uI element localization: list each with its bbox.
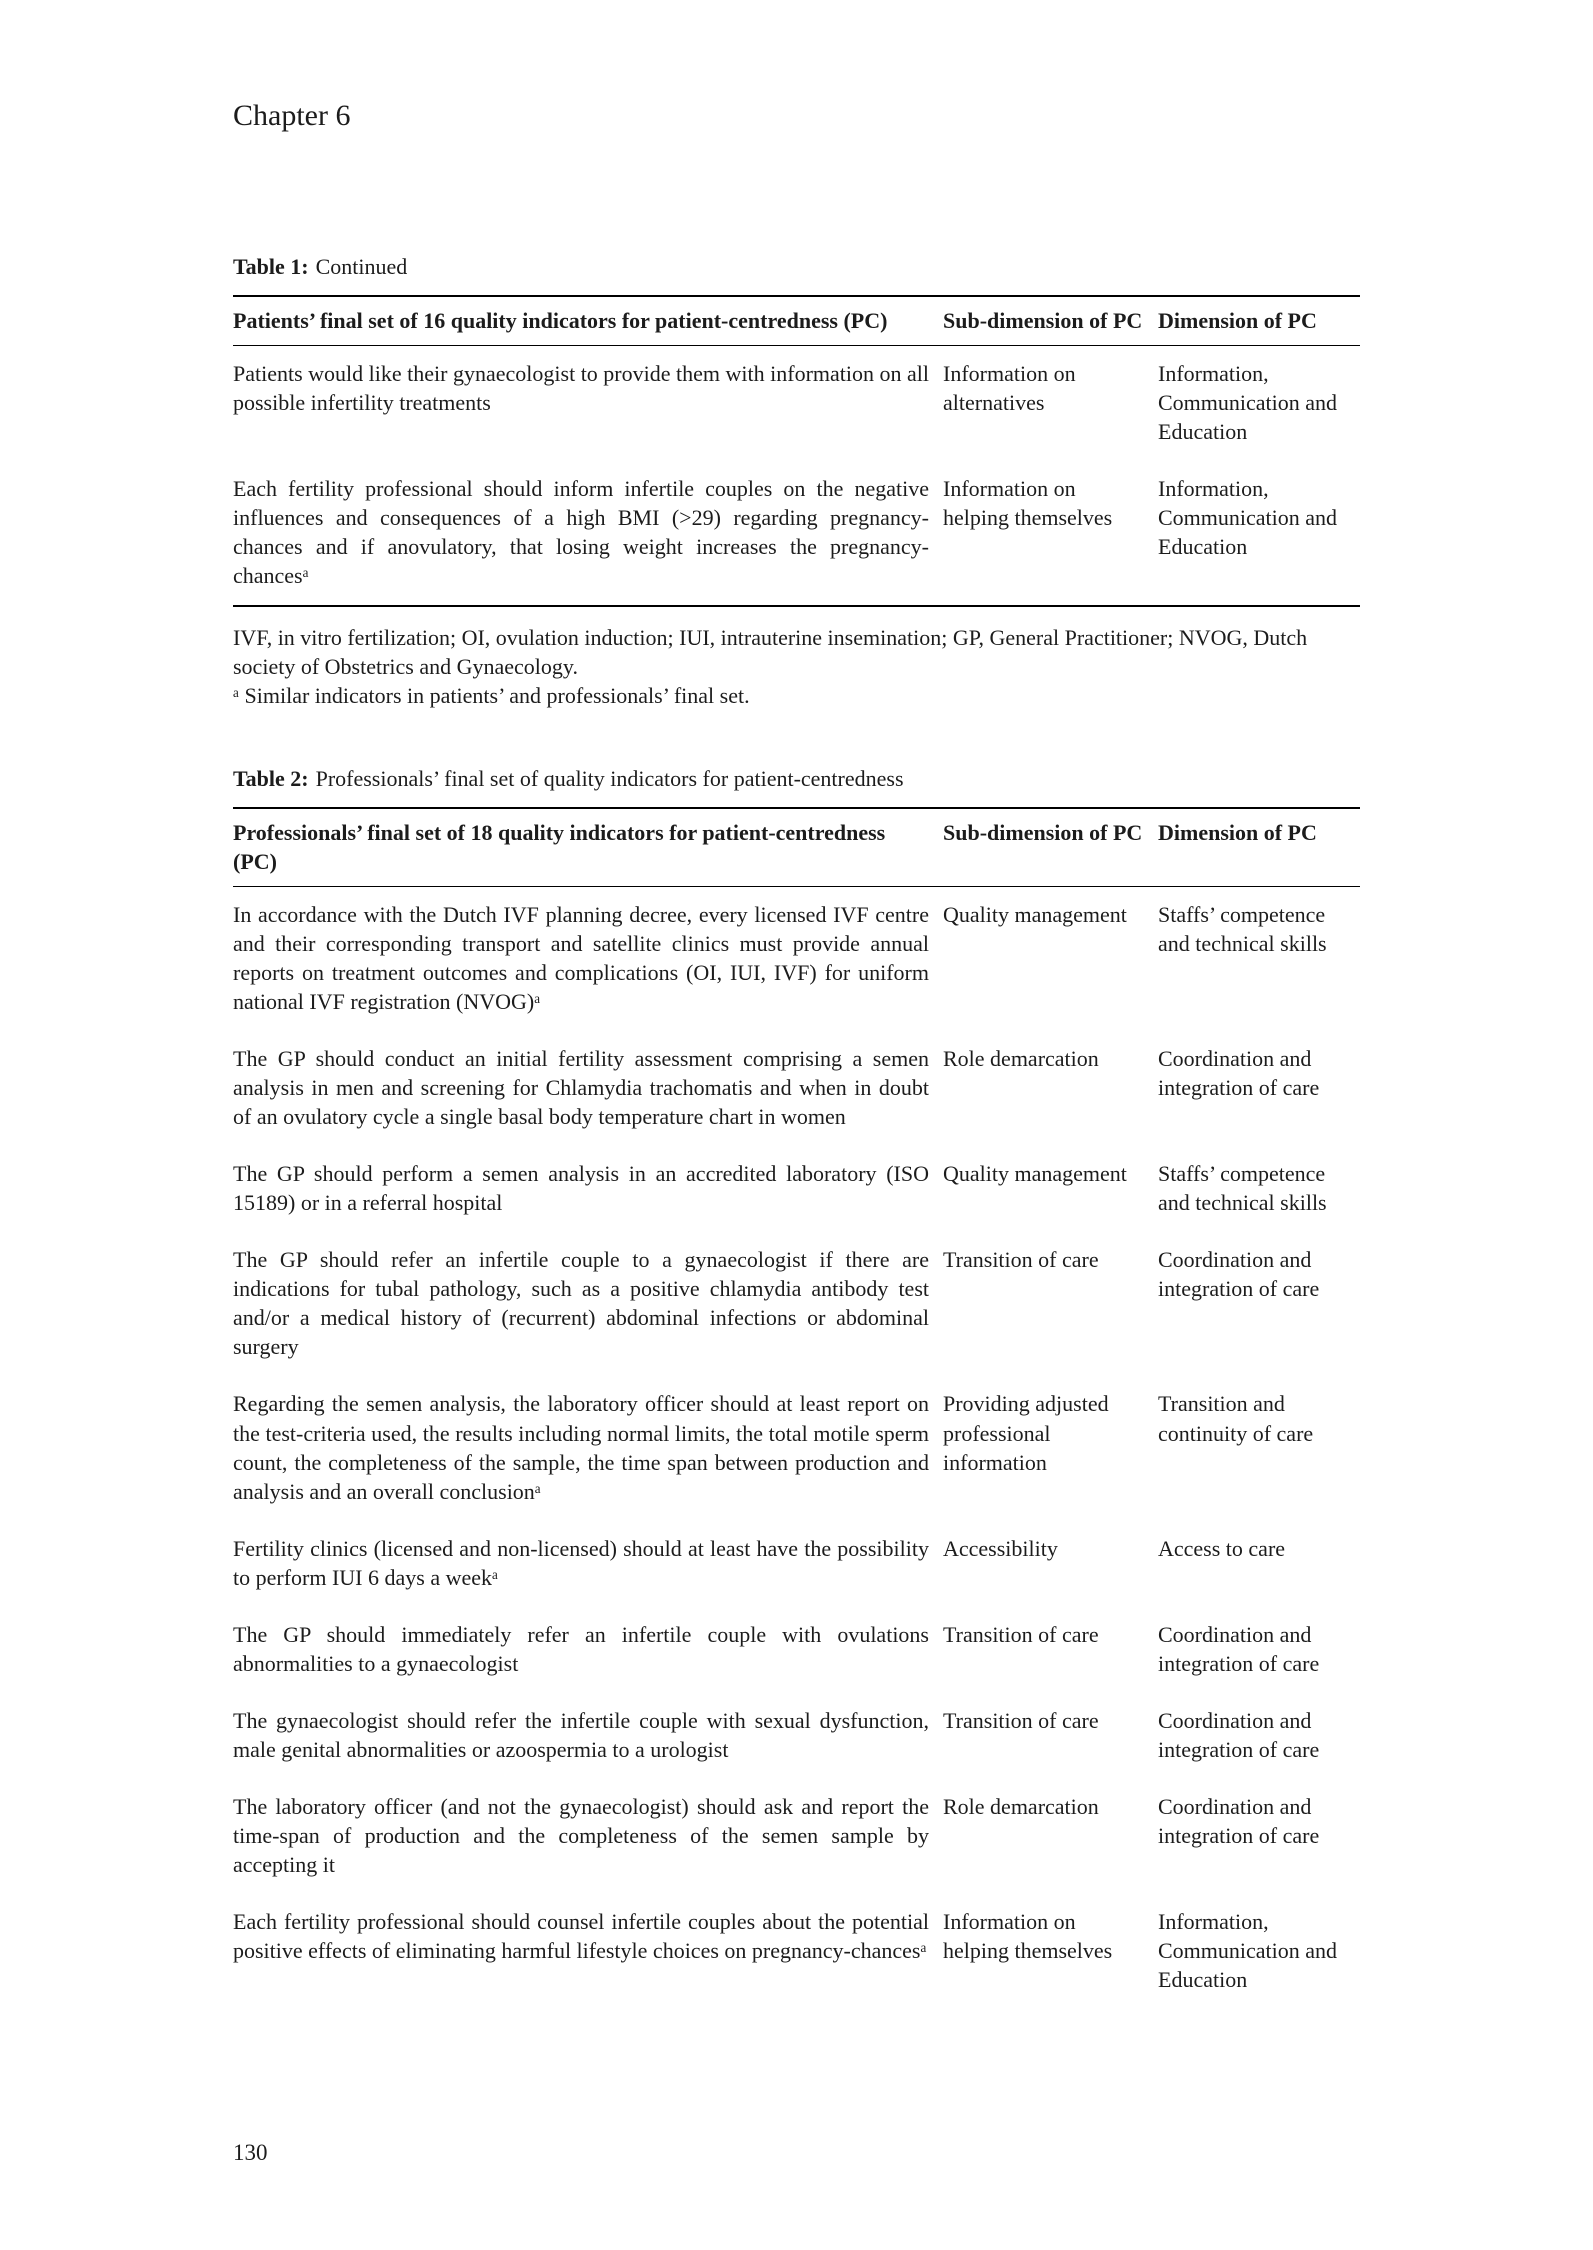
table-row [233, 1693, 1360, 1779]
indicator-cell: The GP should perform a semen analysis in an accredited laboratory (ISO 15189) or in a referral hospital [233, 1161, 929, 1216]
dimension-cell: Information, Communication and Education [1158, 1908, 1338, 1992]
sub-dimension-cell: Providing adjusted professional information [943, 1391, 1109, 1475]
indicator-cell: Each fertility professional should counsel infertile couples about the potential positive effects of eliminating harmful lifestyle choices on pregnancy-chancesᵃ [233, 1908, 929, 1963]
sub-dimension-cell: Transition of care [943, 1247, 1099, 1273]
sub-dimension-cell: Role demarcation [943, 1793, 1099, 1819]
indicator-cell: In accordance with the Dutch IVF planning decree, every licensed IVF centre and their corresponding transport and satellite clinics must provide annual reports on treatment outcomes and complications (OI, IUI, IVF) for uniform national IVF registration (NVOG)ᵃ [233, 902, 929, 1015]
table-row [233, 1376, 1360, 1520]
table-row [233, 1779, 1360, 1894]
table1-header-row [233, 296, 1360, 346]
sub-dimension-cell: Transition of care [943, 1621, 1099, 1647]
indicator-cell: Regarding the semen analysis, the laboratory officer should at least report on the test-criteria used, the results including normal limits, the total motile sperm count, the completeness of the sample, the time span between production and analysis and an overall conclusionᵃ [233, 1391, 929, 1504]
table-row [233, 461, 1360, 606]
indicator-cell: Fertility clinics (licensed and non-licensed) should at least have the possibility to perform IUI 6 days a weekᵃ [233, 1535, 929, 1590]
dimension-cell: Information, Communication and Education [1158, 360, 1338, 444]
dimension-cell: Staffs’ competence and technical skills [1158, 902, 1327, 957]
table1-header-indicator: Patients’ final set of 16 quality indicators for patient-centredness (PC) [233, 296, 943, 346]
dimension-cell: Coordination and integration of care [1158, 1621, 1320, 1676]
sub-dimension-cell: Information on helping themselves [943, 1908, 1113, 1963]
dimension-cell: Coordination and integration of care [1158, 1707, 1320, 1762]
indicator-cell: Each fertility professional should inform infertile couples on the negative influences and consequences of a high BMI (>29) regarding pregnancy-chances and if anovulatory, that losing weight increases the pregnancy-chancesᵃ [233, 475, 929, 588]
table1-caption-label: Table 1: [233, 253, 309, 279]
table-row [233, 1232, 1360, 1376]
indicator-cell: The gynaecologist should refer the infertile couple with sexual dysfunction, male genital abnormalities or azoospermia to a urologist [233, 1707, 929, 1762]
footnote-abbreviations: IVF, in vitro fertilization; OI, ovulation induction; IUI, intrauterine insemination; GP, General Practitioner; NVOG, Dutch society of Obstetrics and Gynaecology. [233, 624, 1308, 679]
indicator-cell: The laboratory officer (and not the gynaecologist) should ask and report the time-span of production and the completeness of the semen sample by accepting it [233, 1793, 929, 1877]
table-row [233, 1521, 1360, 1607]
indicator-cell: The GP should refer an infertile couple to a gynaecologist if there are indications for tubal pathology, such as a positive chlamydia antibody test and/or a medical history of (recurrent) abdominal infections or abdominal surgery [233, 1247, 929, 1360]
indicator-cell: Patients would like their gynaecologist to provide them with information on all possible infertility treatments [233, 360, 929, 415]
table-row [233, 1894, 1360, 2009]
dimension-cell: Staffs’ competence and technical skills [1158, 1161, 1327, 1216]
table-row [233, 887, 1360, 1032]
table2-caption [233, 764, 1360, 793]
table2-header-subdimension: Sub-dimension of PC [943, 808, 1158, 887]
chapter-heading: Chapter 6 [233, 99, 351, 132]
table-row [233, 1607, 1360, 1693]
dimension-cell: Coordination and integration of care [1158, 1247, 1320, 1302]
table1-header-subdimension: Sub-dimension of PC [943, 296, 1158, 346]
table2-header-indicator: Professionals’ final set of 18 quality indicators for patient-centredness (PC) [233, 808, 943, 887]
table2-header-dimension: Dimension of PC [1158, 808, 1360, 887]
sub-dimension-cell: Information on alternatives [943, 360, 1076, 415]
sub-dimension-cell: Transition of care [943, 1707, 1099, 1733]
table2-header-row [233, 808, 1360, 887]
dimension-cell: Coordination and integration of care [1158, 1046, 1320, 1101]
table1-footnotes [233, 623, 1360, 710]
sub-dimension-cell: Information on helping themselves [943, 475, 1113, 530]
sub-dimension-cell: Quality management [943, 902, 1127, 928]
table2-caption-label: Table 2: [233, 765, 309, 791]
page-number: 130 [233, 2139, 268, 2165]
sub-dimension-cell: Accessibility [943, 1535, 1058, 1561]
footnote-a: ᵃ Similar indicators in patients’ and professionals’ final set. [233, 682, 750, 708]
table-row [233, 345, 1360, 461]
dimension-cell: Information, Communication and Education [1158, 475, 1338, 559]
table1-caption-text: Continued [315, 253, 408, 279]
table1-caption [233, 252, 1360, 281]
table2-caption-text: Professionals’ final set of quality indicators for patient-centredness [315, 765, 904, 791]
table1 [233, 295, 1360, 607]
dimension-cell: Access to care [1158, 1535, 1286, 1561]
sub-dimension-cell: Quality management [943, 1161, 1127, 1187]
table1-header-dimension: Dimension of PC [1158, 296, 1360, 346]
table-row [233, 1031, 1360, 1146]
dimension-cell: Transition and continuity of care [1158, 1391, 1314, 1446]
indicator-cell: The GP should immediately refer an infertile couple with ovulations abnormalities to a gynaecologist [233, 1621, 929, 1676]
dimension-cell: Coordination and integration of care [1158, 1793, 1320, 1848]
sub-dimension-cell: Role demarcation [943, 1046, 1099, 1072]
table-row [233, 1146, 1360, 1232]
indicator-cell: The GP should conduct an initial fertility assessment comprising a semen analysis in men and screening for Chlamydia trachomatis and when in doubt of an ovulatory cycle a single basal body temperature chart in women [233, 1046, 929, 1130]
table2 [233, 807, 1360, 2009]
